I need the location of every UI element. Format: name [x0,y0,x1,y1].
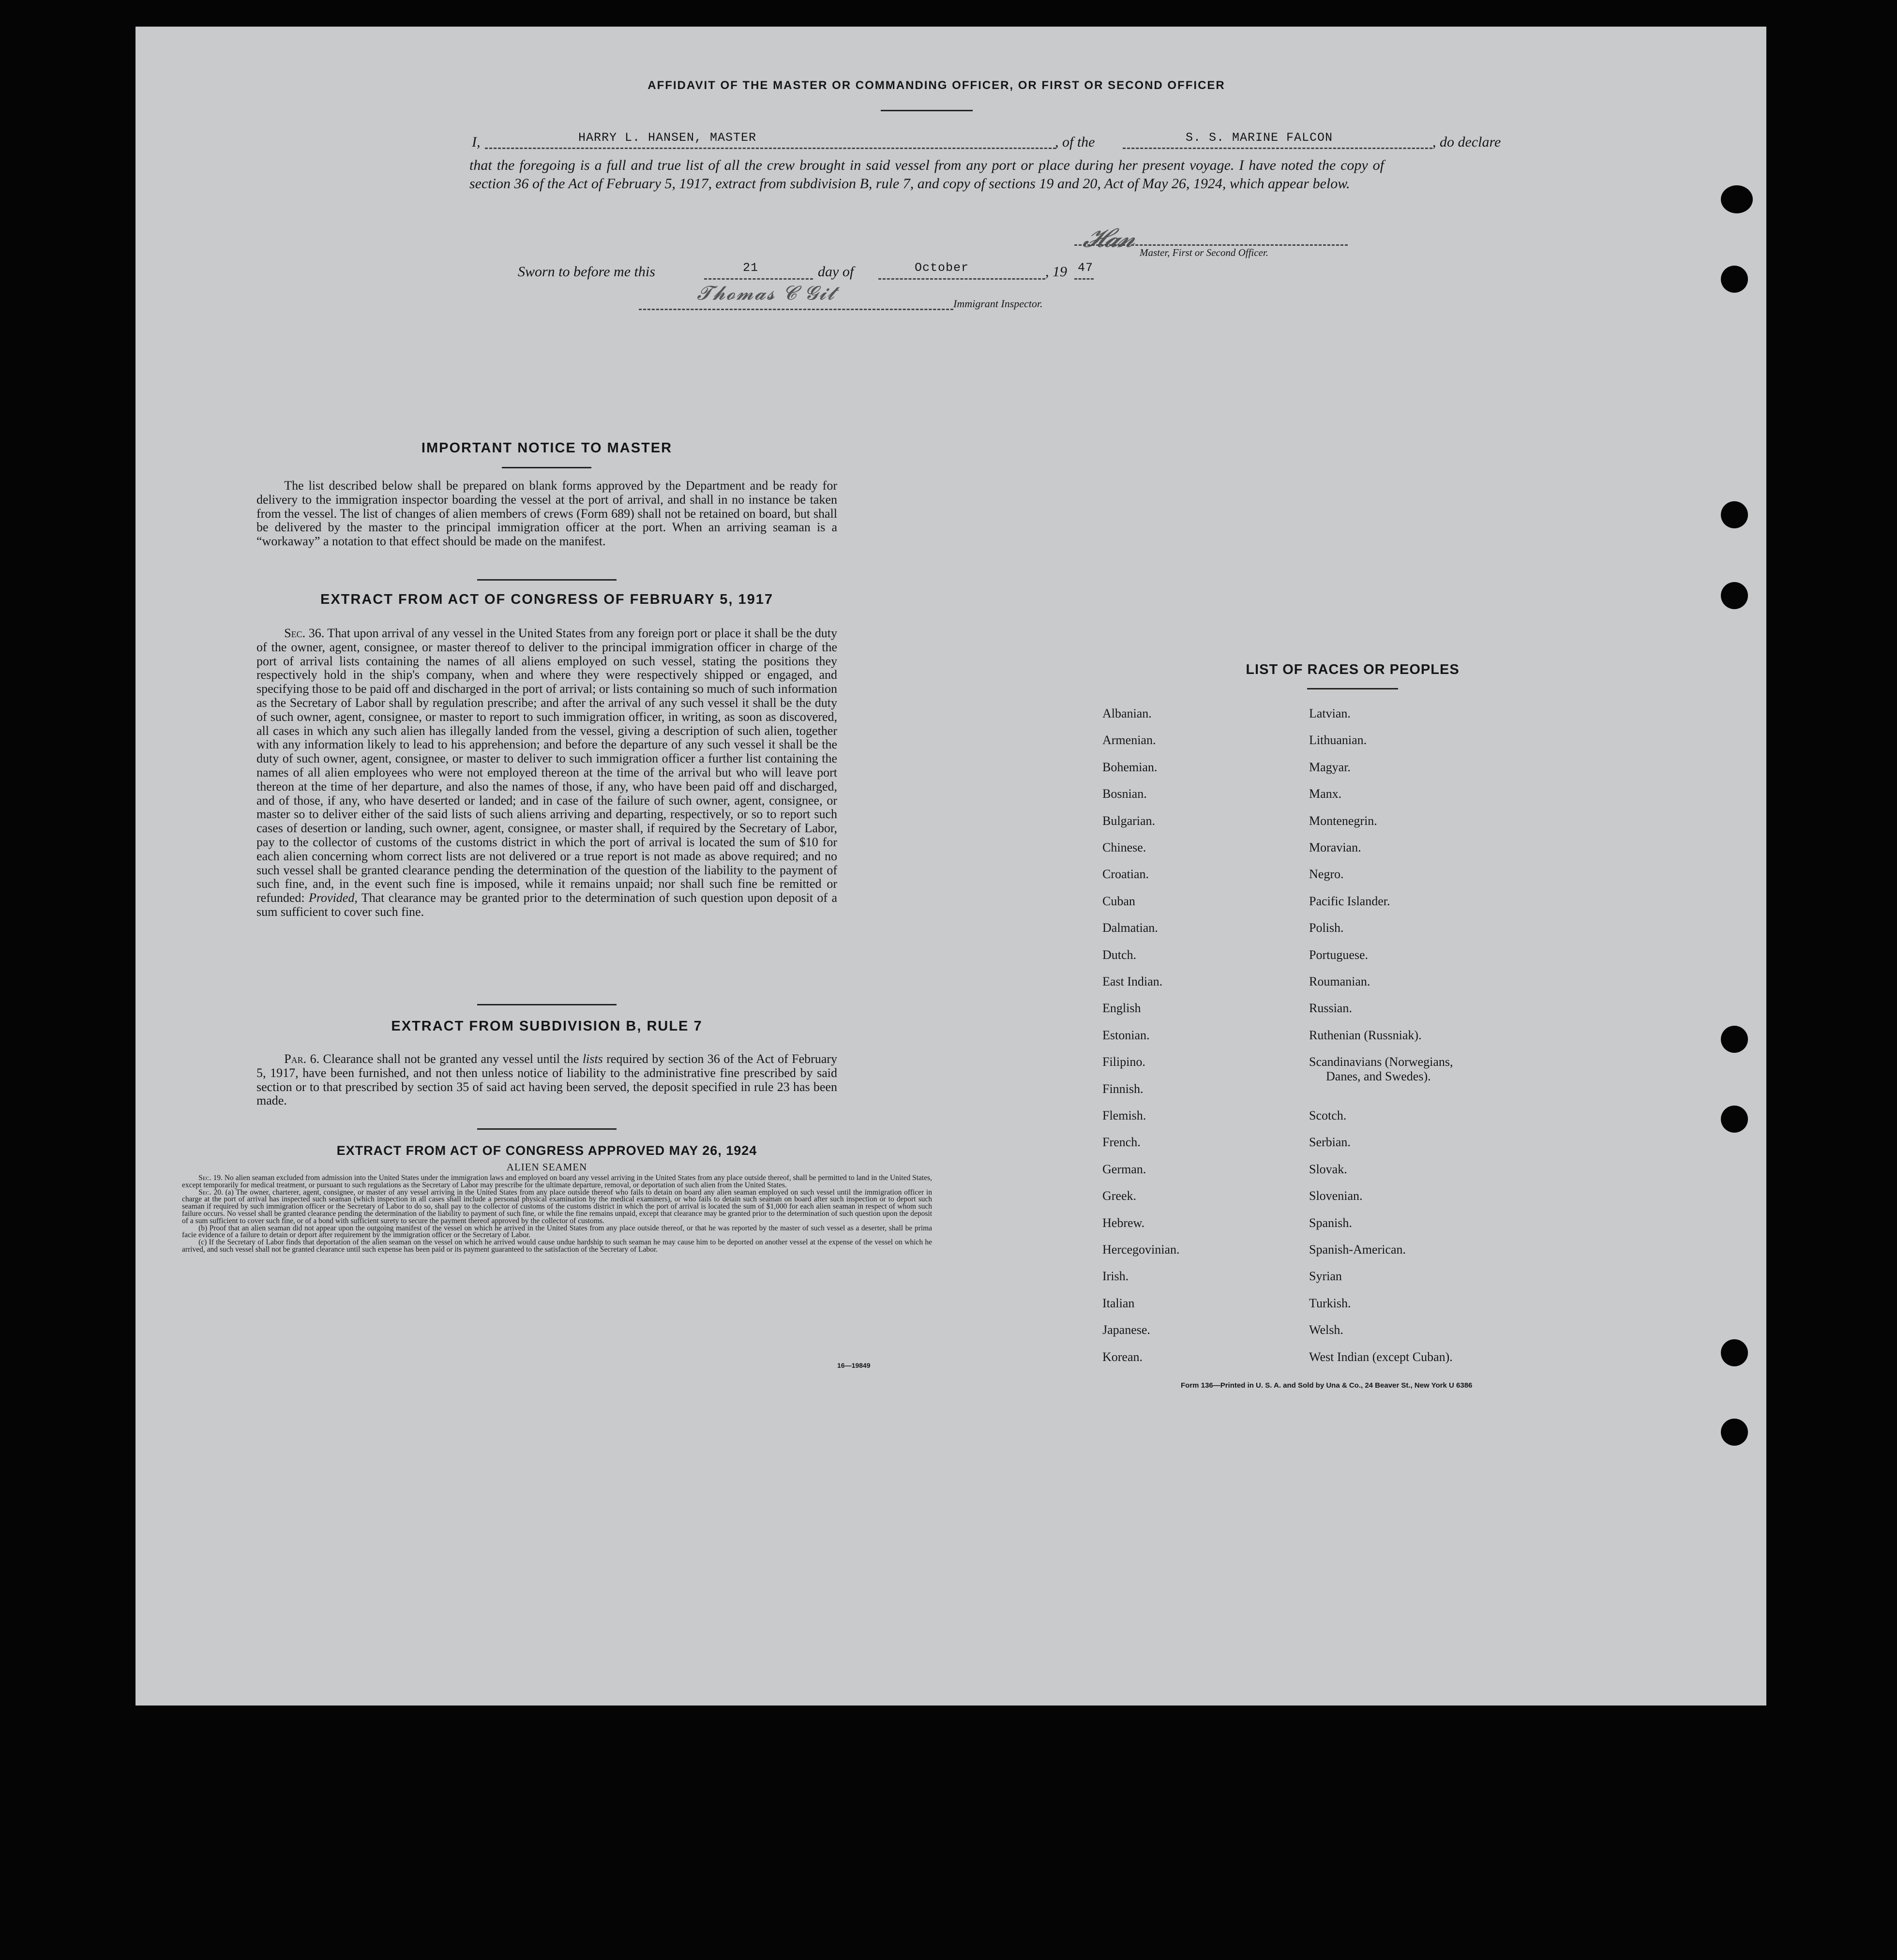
race-item: Polish. [1309,921,1344,935]
year-suffix: 47 [1078,261,1094,275]
sec-19-paragraph [182,1175,932,1189]
lists-word: lists [582,1052,603,1066]
extract-1924-body [182,1175,932,1254]
race-item: Dalmatian. [1102,921,1158,935]
master-signature-line [1074,244,1348,246]
do-declare-label: , do declare [1432,134,1501,150]
extract-1917-divider [477,1004,617,1005]
race-item: Danes, and Swedes). [1326,1069,1431,1084]
race-item: Slovak. [1309,1162,1347,1176]
extract-1917-title: EXTRACT FROM ACT OF CONGRESS OF FEBRUARY 5, 1917 [320,592,774,607]
race-item: Syrian [1309,1269,1342,1284]
binder-hole [1721,582,1748,609]
vessel-name-value: S. S. MARINE FALCON [1186,131,1333,145]
affidavit-title: AFFIDAVIT OF THE MASTER OR COMMANDING OFFICER, OR FIRST OR SECOND OFFICER [647,79,1225,92]
race-item: Bulgarian. [1102,813,1156,828]
notice-underline [502,467,591,468]
extract-1924-title: EXTRACT FROM ACT OF CONGRESS APPROVED MAY 26, 1924 [336,1143,757,1158]
race-item: Estonian. [1102,1028,1150,1042]
sec-20c-paragraph: (c) If the Secretary of Labor finds that deportation of the alien seaman on the vessel on which he arrived would cause undue hardship to such seaman he may cause him to be deported on another vessel at the expense of the vessel on which he arrived, and such vessel shall not be granted clearance until such expense has been paid or its payment guaranteed to the satisfaction of the Secretary of Labor. [182,1238,932,1254]
extract-1917-body [256,627,837,919]
race-item: Moravian. [1309,840,1361,854]
race-item: Armenian. [1102,733,1156,748]
race-item: Korean. [1102,1349,1143,1364]
declaration-text: that the foregoing is a full and true list of all the crew brought in said vessel from any port or place during her present voyage. I have noted the copy of section 36 of the Act of February 5, 1917, extract from subdivision B, rule 7, and copy of sections 19 and 20, Act of May 26, 1924, which appear below. [469,157,1384,192]
race-item: Spanish-American. [1309,1242,1406,1257]
sec-20-label: Sec. 20. [198,1188,223,1197]
binder-hole [1721,1106,1748,1133]
provided-word: Provided, [309,891,358,905]
race-item: Japanese. [1102,1323,1150,1337]
race-item: Slovenian. [1309,1189,1363,1203]
race-item: Flemish. [1102,1108,1146,1122]
race-item: Greek. [1102,1189,1137,1203]
inspector-signature: 𝓣𝓱𝓸𝓶𝓪𝓼 𝓒 𝓖𝓲𝓽 [697,282,836,304]
race-item: Lithuanian. [1309,733,1367,748]
race-item: Filipino. [1102,1055,1145,1069]
sec-19-label: Sec. 19. [198,1174,223,1182]
master-signature: 𝓗𝓪𝓷 [1081,223,1138,253]
sec-20b-paragraph: (b) Proof that an alien seaman did not appear upon the outgoing manifest of the vessel on which he arrived in the United States from any place outside thereof, or that he was reported by the master of such vessel as a deserter, shall be prima facie evidence of a failure to detain or deport after requirement by the immigration officer or the Secretary of Labor. [182,1224,932,1240]
race-item: Turkish. [1309,1296,1351,1310]
sworn-label: Sworn to before me this [518,264,655,280]
sec-36-label: Sec. 36. [284,626,325,640]
i-label: I, [472,134,481,150]
sworn-day-line [704,278,813,280]
rule-7-title: EXTRACT FROM SUBDIVISION B, RULE 7 [391,1018,703,1034]
race-item: Negro. [1309,867,1344,882]
race-item: Chinese. [1102,840,1146,854]
par-6-label: Par. 6. [284,1052,320,1066]
notice-title: IMPORTANT NOTICE TO MASTER [421,440,673,456]
race-item: Roumanian. [1309,974,1370,988]
sec-20a-text: (a) The owner, charterer, agent, consignee, or master of any vessel arriving in the United States from any place outside thereof who fails to detain on board any alien seaman employed on such vessel until the immigration officer in charge at the port of arrival has inspected such seaman (which inspection in all cases shall include a personal physical examination by the medical examiners), or who fails to detain such seaman on board after such inspection or to deport such seaman if required by such immigration officer or the Secretary of Labor to do so, shall pay to the collector of customs of the customs district in which the port of arrival is located the sum of $1,000 for each alien seaman in respect of whom such failure occurs. No vessel shall be granted clearance pending the determination of the liability to payment of such fine, or while the fine remains unpaid, except that clearance may be granted prior to the determination of such question upon the deposit of a sum sufficient to cover such fine, or of a bond with sufficient surety to secure the payment thereof approved by the collector of customs. [182,1188,932,1225]
race-item: Russian. [1309,1001,1352,1016]
race-item: Latvian. [1309,706,1351,720]
of-the-label: , of the [1055,134,1095,150]
races-underline [1307,688,1398,689]
race-item: Bosnian. [1102,787,1147,801]
race-item: Scotch. [1309,1108,1347,1122]
race-item: Hebrew. [1102,1215,1145,1230]
year-prefix: , 19 [1045,264,1067,280]
race-item: West Indian (except Cuban). [1309,1349,1453,1364]
race-item: Finnish. [1102,1081,1144,1096]
year-line [1074,278,1094,280]
race-item: Croatian. [1102,867,1149,882]
master-signature-caption: Master, First or Second Officer. [1140,247,1268,258]
master-name-value: HARRY L. HANSEN, MASTER [578,131,757,145]
race-item: Spanish. [1309,1215,1352,1230]
par-6-text-a: Clearance shall not be granted any vessel until the [323,1052,579,1066]
race-item: Manx. [1309,787,1342,801]
race-item: Montenegrin. [1309,813,1377,828]
races-title: LIST OF RACES OR PEOPLES [1246,662,1460,677]
race-item: Welsh. [1309,1323,1343,1337]
race-item: Magyar. [1309,760,1351,774]
race-item: Serbian. [1309,1135,1351,1150]
race-item: Ruthenian (Russniak). [1309,1028,1422,1042]
sworn-month-value: October [915,261,969,275]
sworn-day-value: 21 [743,261,759,275]
sec-36-text-end: That clearance may be granted prior to the determination of such question upon deposit of a sum sufficient to cover such fine. [256,891,838,919]
binder-hole [1721,501,1748,528]
race-item: Italian [1102,1296,1135,1310]
race-item: Dutch. [1102,947,1137,962]
print-code: 16—19849 [837,1362,871,1369]
rule-7-divider [477,1128,617,1130]
binder-hole [1721,185,1753,213]
notice-body: The list described below shall be prepared on blank forms approved by the Department and be ready for delivery to the immigration inspector boarding the vessel at the port of arrival, and shall in no instance be taken from the vessel. The list of changes of alien members of crews (Form 689) shall not be retained on board, but shall be delivered by the master to the principal immigration officer at the port. When an arriving seaman is a “workaway” a notation to that effect should be made on the manifest. [256,479,837,549]
race-item: French. [1102,1135,1141,1150]
race-item: East Indian. [1102,974,1163,988]
binder-hole [1721,1026,1748,1053]
sec-20a-paragraph [182,1189,932,1225]
binder-hole [1721,1419,1748,1446]
race-item: Portuguese. [1309,947,1369,962]
sworn-month-line [878,278,1045,280]
binder-hole [1721,1339,1748,1366]
race-item: Pacific Islander. [1309,894,1390,908]
race-item: Cuban [1102,894,1135,908]
race-item: Irish. [1102,1269,1129,1284]
race-item: Bohemian. [1102,760,1158,774]
inspector-line [639,309,953,310]
race-item: Albanian. [1102,706,1152,720]
race-item: English [1102,1001,1141,1016]
par-6-text-b: required by section 36 of the Act of February 5, 1917, have been furnished, and not then unless notice of liability to the administrative fine prescribed by said section or to that prescribed by section 35 of said act having been served, the deposit specified in rule 23 has been made. [256,1052,838,1108]
race-item: German. [1102,1162,1146,1176]
race-item: Hercegovinian. [1102,1242,1180,1257]
master-name-line [485,148,1056,149]
race-item: Scandinavians (Norwegians, [1309,1055,1453,1069]
vessel-name-line [1123,148,1432,149]
form-footer: Form 136—Printed in U. S. A. and Sold by Una & Co., 24 Beaver St., New York U 6386 [1181,1381,1473,1390]
binder-hole [1721,266,1748,293]
sec-36-text: That upon arrival of any vessel in the United States from any foreign port or place it shall be the duty of the owner, agent, consignee, or master thereof to deliver to the principal immigration officer in charge of the port of arrival lists containing the names of all aliens employed on such vessel, stating the positions they respectively hold in the ship's company, when and where they were respectively shipped or engaged, and specifying those to be paid off and discharged in the port of arrival; or lists containing so much of such information as the Secretary of Labor shall by regulation prescribe; and after the arrival of any such vessel it shall be the duty of such owner, agent, consignee, or master to report to such immigration officer, in writing, as soon as discovered, all cases in which any such alien has illegally landed from the vessel, giving a description of such alien, together with any information likely to lead to his apprehension; and before the departure of any such vessel it shall be the duty of such owner, agent, consignee, or master to deliver to such immigration officer a further list containing the names of all alien employees who were not employed thereon at the time of the arrival but who will leave port thereon at the time of her departure, and also the names of those, if any, who have been paid off and discharged, and of those, if any, who have deserted or landed; and in case of the failure of such owner, agent, consignee, or master so to deliver either of the said lists of such aliens arriving and departing, respectively, or so to report such cases of desertion or landing, such owner, agent, consignee, or master shall, if required by the Secretary of Labor, pay to the collector of customs of the customs district in which the port of arrival is located the sum of $10 for each alien concerning whom correct lists are not delivered or a true report is not made as above required; and no such vessel shall be granted clearance pending the determination of the question of the liability to the payment of such fine, and, in the event such fine is imposed, while it remains unpaid; nor shall such fine be remitted or refunded: [256,626,837,905]
day-of-label: day of [818,264,854,280]
rule-7-body [256,1052,837,1108]
sec-19-text: No alien seaman excluded from admission into the United States under the immigration laws and employed on board any vessel arriving in the United States from any place outside thereof, shall be permitted to land in the United States, except temporarily for medical treatment, or pursuant to such regulations as the Secretary of Labor may prescribe for the ultimate departure, removal, or deportation of such alien from the United States. [182,1174,933,1189]
notice-divider [477,579,617,581]
alien-seamen-subtitle: ALIEN SEAMEN [506,1161,587,1173]
form-page [136,27,1766,1706]
inspector-caption: Immigrant Inspector. [953,298,1043,310]
title-underline [881,110,973,111]
